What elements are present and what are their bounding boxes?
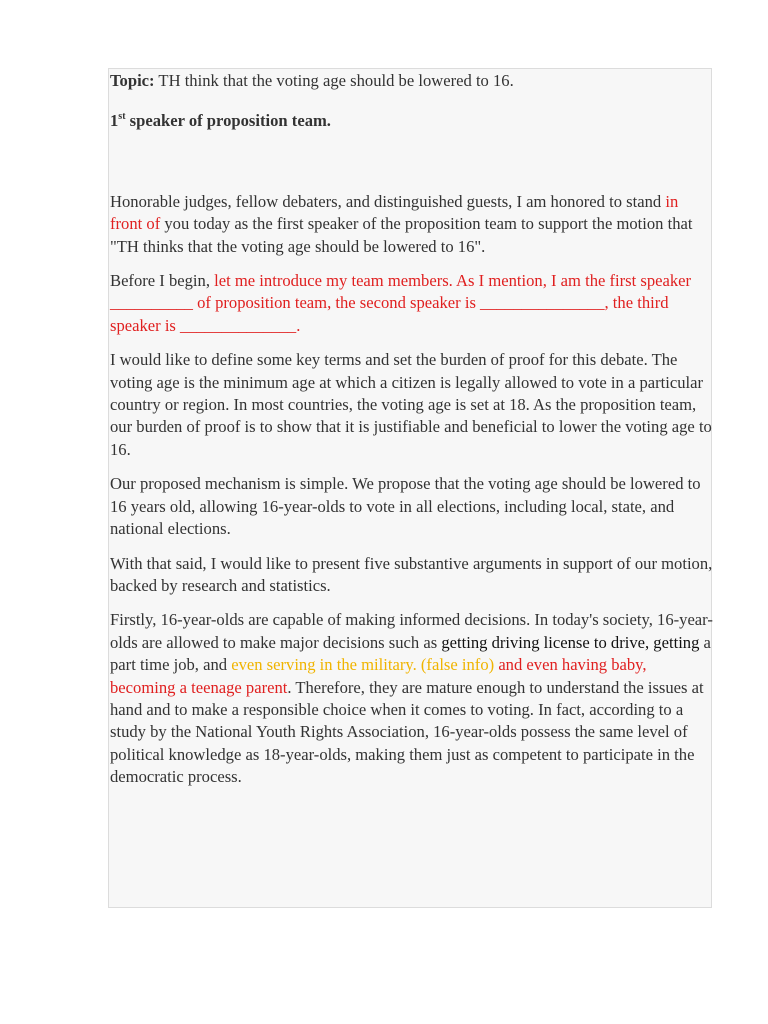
team-highlight: let me introduce my team members. As I mention, I am the first speaker __________ of proposition team, the second speaker is _______________, the third speaker is ______________. xyxy=(110,271,692,335)
paragraph-first-argument xyxy=(110,609,714,788)
team-text-1: Before I begin, xyxy=(110,271,215,291)
intro-highlight: in front of xyxy=(110,191,679,234)
arg1-text-1: Firstly, 16-year-olds are capable of making informed decisions. In today's society, 16-year-olds are allowed to make major decisions such as xyxy=(110,610,713,652)
paragraph-mechanism: Our proposed mechanism is simple. We propose that the voting age should be lowered to 16 years old, allowing 16-year-olds to vote in all elections, including local, state, and national elections. xyxy=(110,474,701,539)
speaker-ordinal: st xyxy=(118,111,126,123)
paragraph-intro xyxy=(110,191,714,258)
arg1-text-3: . Therefore, they are mature enough to understand the issues at hand and to make a responsible choice when it comes to voting. In fact, according to a study by the National Youth Rights Association, 16-year-olds possess the same level of political knowledge as 18-year-olds, making them just as competent to participate in the democratic process. xyxy=(110,677,704,787)
arg1-red-highlight: and even having baby, becoming a teenage parent xyxy=(110,655,647,697)
speaker-heading xyxy=(110,110,714,132)
topic-line xyxy=(110,69,714,92)
speaker-number: 1 xyxy=(110,111,119,131)
paragraph-team-members xyxy=(110,270,714,337)
arg1-dark-text: getting driving license to drive, getting xyxy=(441,632,700,652)
speaker-heading-text: speaker of proposition team. xyxy=(125,111,331,131)
intro-text-2: you today as the first speaker of the proposition team to support the motion that "TH thinks that the voting age should be lowered to 16". xyxy=(110,214,693,256)
topic-label: Topic: xyxy=(110,71,155,90)
document-content xyxy=(110,69,714,789)
arg1-text-2: a part time job, and xyxy=(110,632,711,675)
intro-text-1: Honorable judges, fellow debaters, and distinguished guests, I am honored to stand xyxy=(110,191,666,211)
topic-text: TH think that the voting age should be lowered to 16. xyxy=(154,71,514,90)
paragraph-definitions: I would like to define some key terms and set the burden of proof for this debate. The voting age is the minimum age at which a citizen is legally allowed to vote in a particular country or region. In most countries, the voting age is set at 18. As the proposition team, our burden of proof is to show that it is justifiable and beneficial to lower the voting age to 16. xyxy=(110,350,712,459)
arg1-yellow-highlight: even serving in the military. (false info) xyxy=(231,655,495,675)
paragraph-arguments-intro: With that said, I would like to present five substantive arguments in support of our motion, backed by research and statistics. xyxy=(110,553,713,595)
